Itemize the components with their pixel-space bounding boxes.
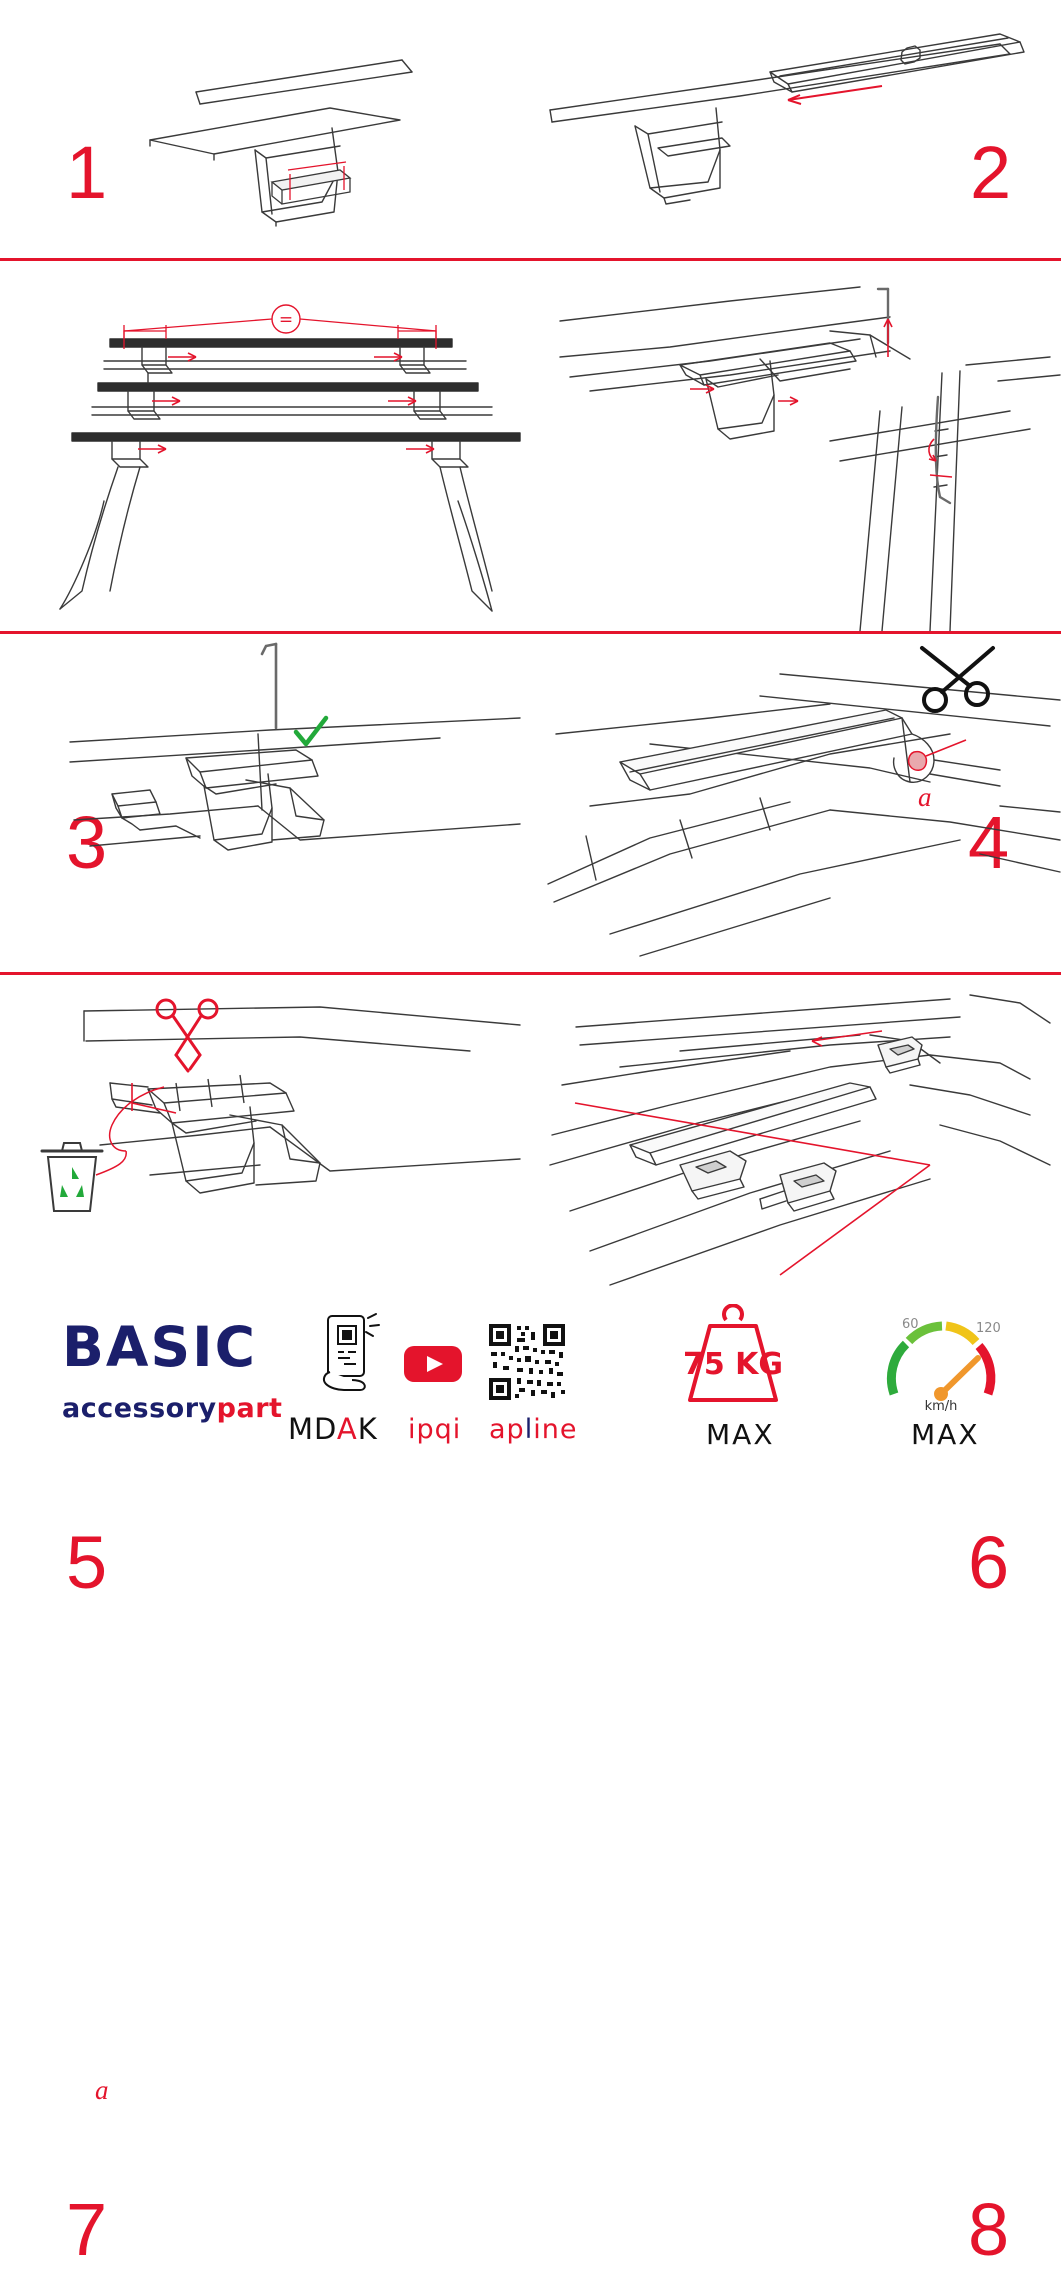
step-7-number: 7 (66, 2188, 108, 2271)
scissors-icon (922, 648, 993, 711)
step-4-number: 4 (968, 801, 1010, 884)
step-7-label-a: a (95, 2075, 109, 2105)
mdak-prefix: MD (288, 1412, 337, 1446)
step-6-label-a: a (918, 782, 932, 812)
max-load-icon (672, 1304, 792, 1414)
footer (0, 1290, 1061, 1500)
step-1-illustration (0, 0, 530, 258)
apline-accent: l (524, 1414, 534, 1445)
step-7-illustration (0, 975, 530, 1290)
step-6-number: 6 (968, 1521, 1010, 1604)
apline-suffix: ine (533, 1414, 578, 1445)
apline-logo (489, 1414, 577, 1445)
step-3-number: 3 (66, 801, 108, 884)
brand-tagline-primary: accessory (62, 1393, 217, 1424)
step-8-illustration (530, 975, 1061, 1290)
brand-tagline (62, 1393, 282, 1424)
mdak-logo (288, 1412, 378, 1446)
gauge-max-label: 120 (976, 1321, 1001, 1336)
apline-prefix: ap (489, 1414, 525, 1445)
brand-logo (62, 1315, 283, 1424)
step-1-number: 1 (66, 131, 108, 214)
step-5-number: 5 (66, 1521, 108, 1604)
max-speed-icon (876, 1302, 1006, 1414)
max-speed-caption: MAX (911, 1418, 980, 1451)
brand-name: BASIC (62, 1315, 257, 1379)
step-3-illustration (0, 261, 530, 631)
check-icon (296, 718, 326, 744)
brand-tagline-accent: part (216, 1393, 283, 1424)
svg-text:=: = (278, 310, 294, 330)
step-5-illustration (0, 634, 530, 972)
mdak-suffix: K (357, 1412, 378, 1446)
step-4-illustration (530, 261, 1061, 631)
step-3-panel (0, 261, 530, 884)
recycle-bin-icon (42, 1143, 102, 1211)
step-2-illustration (530, 0, 1061, 258)
max-load-value: 75 KG (682, 1347, 784, 1382)
max-load-caption: MAX (706, 1418, 775, 1451)
scissors-icon (157, 1000, 217, 1071)
qr-scan-phone-icon (316, 1312, 386, 1404)
mdak-accent: A (336, 1412, 358, 1446)
gauge-min-label: 60 (902, 1317, 919, 1332)
ipqi-logo: ipqi (408, 1414, 462, 1445)
speed-unit: km/h (924, 1399, 958, 1414)
step-1-panel (0, 0, 530, 258)
youtube-icon[interactable] (403, 1342, 463, 1386)
step-2-panel (530, 0, 1061, 258)
step-4-panel (530, 261, 1061, 884)
qr-code-icon (487, 1322, 567, 1402)
step-2-number: 2 (970, 131, 1012, 214)
step-8-number: 8 (968, 2188, 1010, 2271)
step-6-illustration (530, 634, 1061, 972)
